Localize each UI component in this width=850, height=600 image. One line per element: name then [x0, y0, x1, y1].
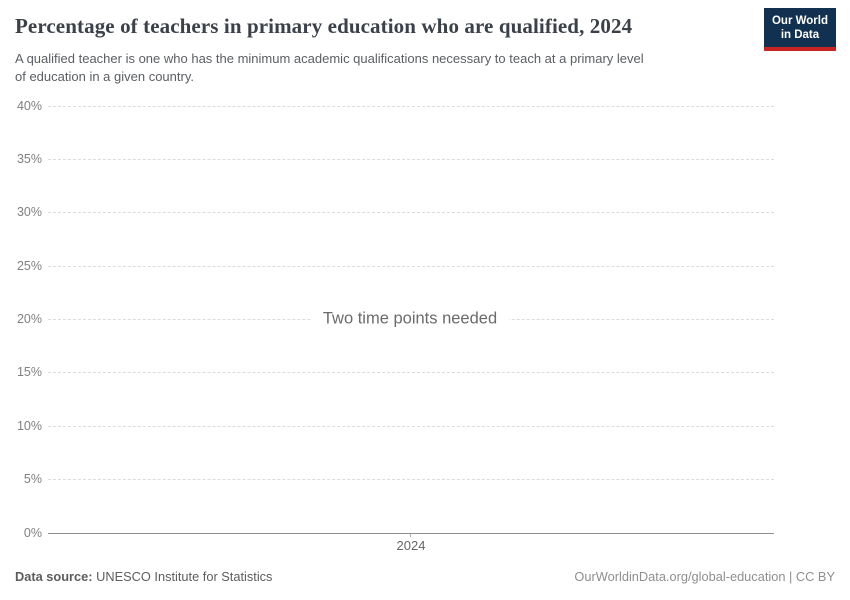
y-tick-label-25: 25% — [16, 258, 42, 273]
y-tick-label-10: 10% — [16, 418, 42, 433]
y-tick-label-35: 35% — [16, 151, 42, 166]
x-axis-tick-label: 2024 — [396, 538, 426, 553]
owid-logo-line-2: in Data — [780, 29, 820, 41]
gridline-40 — [48, 106, 774, 107]
y-tick-label-15: 15% — [16, 365, 42, 380]
subtitle-line-1: A qualified teacher is one who has the minimum academic qualifications necessary to teach at a primary level — [15, 51, 644, 66]
data-source-value: UNESCO Institute for Statistics — [96, 569, 273, 584]
y-tick-label-0: 0% — [23, 525, 42, 540]
gridline-15 — [48, 372, 774, 373]
gridline-25 — [48, 266, 774, 267]
x-axis-tick — [410, 533, 411, 537]
page-title: Percentage of teachers in primary education who are qualified, 2024 — [15, 14, 633, 38]
x-axis-baseline — [48, 533, 774, 534]
data-source-label: Data source: — [15, 569, 93, 584]
owid-logo-line-1: Our World — [771, 15, 828, 27]
y-tick-label-40: 40% — [16, 98, 42, 113]
y-tick-label-30: 30% — [16, 205, 42, 220]
gridline-10 — [48, 426, 774, 427]
data-source — [15, 569, 272, 584]
subtitle-line-2: of education in a given country. — [15, 68, 194, 84]
no-data-annotation: Two time points needed — [311, 307, 509, 332]
y-tick-label-20: 20% — [16, 312, 42, 326]
chart-footer — [15, 569, 835, 584]
owid-url-license-link[interactable]: OurWorldinData.org/global-education | CC BY — [574, 569, 835, 584]
gridline-5 — [48, 479, 774, 480]
y-tick-label-5: 5% — [23, 472, 42, 487]
gridline-35 — [48, 159, 774, 160]
gridline-30 — [48, 212, 774, 213]
